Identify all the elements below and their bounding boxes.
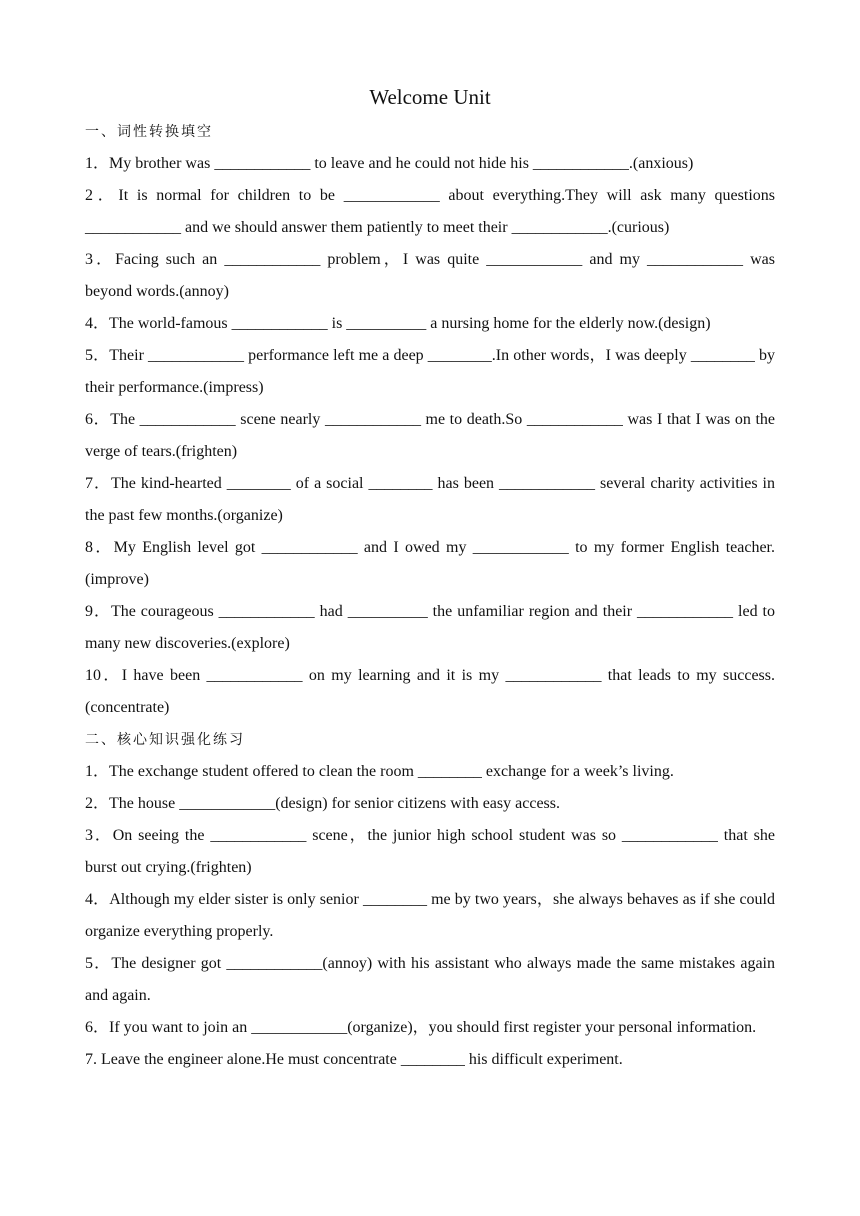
document-title: Welcome Unit (369, 85, 491, 109)
section-heading: 二、核心知识强化练习 (85, 732, 245, 748)
section-heading: 一、词性转换填空 (85, 124, 213, 140)
exercise-item: 7．The kind-hearted ________ of a social ________ has been ____________ several charity activities in the past few months.(organize) (85, 475, 776, 524)
exercise-item: 7. Leave the engineer alone.He must concentrate ________ his difficult experiment. (85, 1051, 623, 1068)
section-core-knowledge (85, 724, 775, 1076)
exercise-item: 5．Their ____________ performance left me a deep ________.In other words，I was deeply ________ by their performance.(impress) (85, 347, 775, 396)
exercise-item: 10．I have been ____________ on my learning and it is my ____________ that leads to my success.(concentrate) (85, 667, 775, 716)
exercise-item: 2．The house ____________(design) for senior citizens with easy access. (85, 795, 560, 812)
exercise-item: 6．The ____________ scene nearly ____________ me to death.So ____________ was I that I was on the verge of tears.(frighten) (85, 411, 775, 460)
exercise-item: 5．The designer got ____________(annoy) with his assistant who always made the same mistakes again and again. (85, 955, 776, 1004)
exercise-item: 4．Although my elder sister is only senior ________ me by two years，she always behaves as if she could organize everything properly. (85, 891, 775, 940)
exercise-item: 8．My English level got ____________ and I owed my ____________ to my former English teacher.(improve) (85, 539, 775, 588)
worksheet-page (85, 80, 775, 1076)
exercise-item: 3．Facing such an ____________ problem，I was quite ____________ and my ____________ was beyond words.(annoy) (85, 251, 775, 300)
section-word-forms (85, 116, 775, 724)
exercise-item: 9．The courageous ____________ had __________ the unfamiliar region and their ____________ led to many new discoveries.(explore) (85, 603, 776, 652)
exercise-item: 3．On seeing the ____________ scene，the junior high school student was so ____________ that she burst out crying.(frighten) (85, 827, 775, 876)
exercise-item: 4．The world-famous ____________ is __________ a nursing home for the elderly now.(design) (85, 315, 711, 332)
exercise-item: 1．My brother was ____________ to leave and he could not hide his ____________.(anxious) (85, 155, 694, 172)
exercise-item: 1．The exchange student offered to clean the room ________ exchange for a week’s living. (85, 763, 674, 780)
exercise-item: 2．It is normal for children to be ____________ about everything.They will ask many questions ____________ and we should answer them patiently to meet their ____________.(curious) (85, 187, 775, 236)
exercise-item: 6．If you want to join an ____________(organize)，you should first register your personal information. (85, 1019, 757, 1036)
